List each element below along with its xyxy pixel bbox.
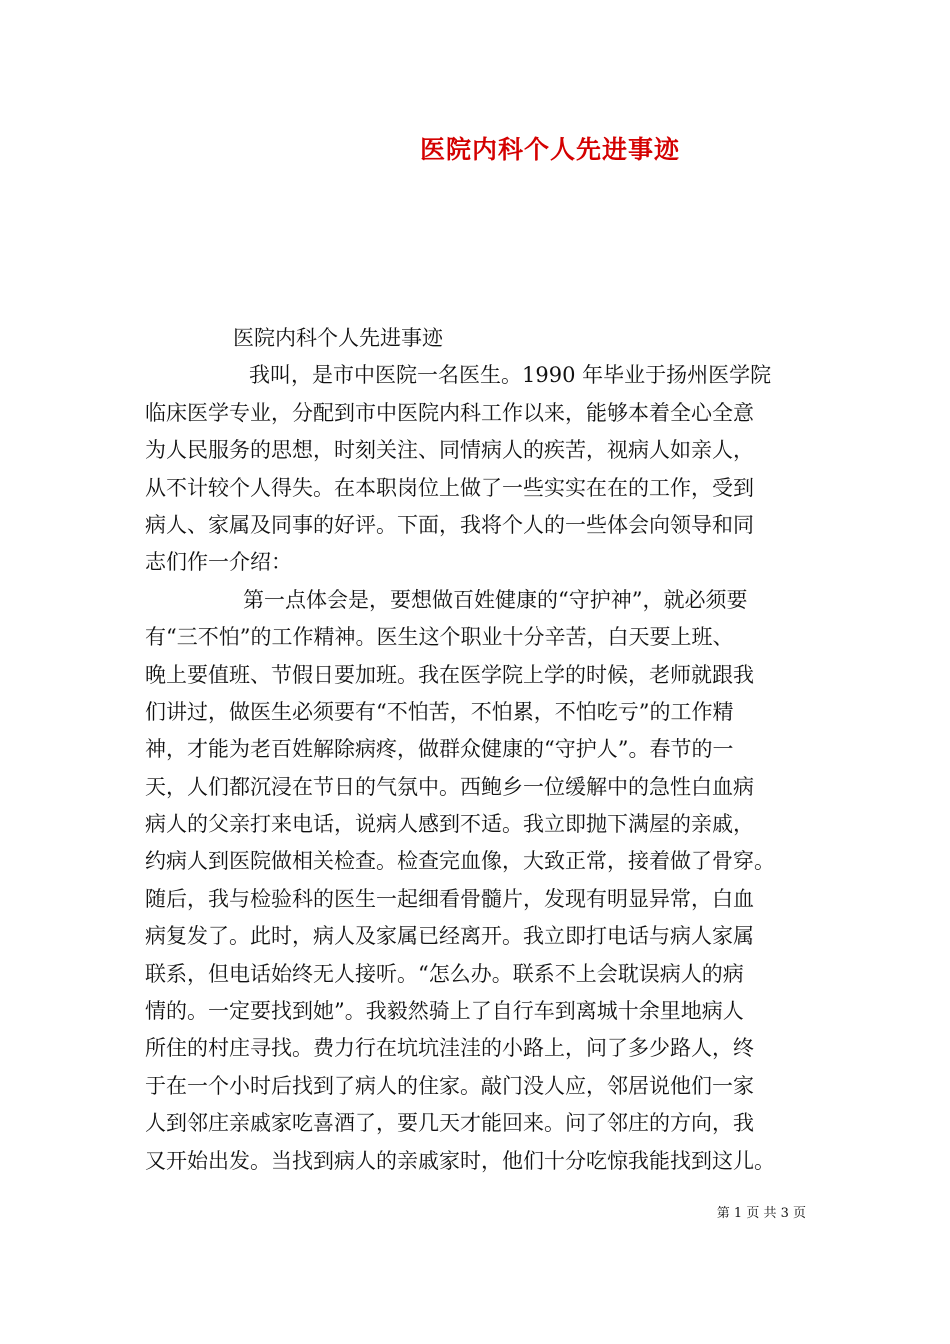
paragraph-line: 为人民服务的思想，时刻关注、同情病人的疾苦，视病人如亲人， [145,438,754,463]
page-number-footer: 第 1 页 共 3 页 [716,1206,806,1221]
paragraph-line: 病人、家属及同事的好评。下面，我将个人的一些体会向领导和同 [145,512,754,537]
document-body [145,320,815,1180]
paragraph-line: 病复发了。此时，病人及家属已经离开。我立即打电话与病人家属 [145,924,754,949]
paragraph-line: 情的。一定要找到她”。我毅然骑上了自行车到离城十余里地病人 [145,999,744,1024]
paragraph-line: 第一点体会是，要想做百姓健康的“守护神”，就必须要 [243,587,748,612]
paragraph-line: 我叫，是市中医院一名医生。1990 年毕业于扬州医学院 [249,363,772,388]
paragraph-line: 于在一个小时后找到了病人的住家。敲门没人应，邻居说他们一家 [145,1073,754,1098]
paragraph-line: 又开始出发。当找到病人的亲戚家时，他们十分吃惊我能找到这儿。 [145,1148,775,1173]
paragraph-line: 晚上要值班、节假日要加班。我在医学院上学的时候，老师就跟我 [145,662,754,687]
paragraph-line: 联系，但电话始终无人接听。“怎么办。联系不上会耽误病人的病 [145,961,744,986]
paragraph-line: 随后，我与检验科的医生一起细看骨髓片，发现有明显异常，白血 [145,886,754,911]
paragraph-line: 约病人到医院做相关检查。检查完血像，大致正常，接着做了骨穿。 [145,849,775,874]
body-subtitle: 医院内科个人先进事迹 [233,326,443,350]
paragraph-line: 从不计较个人得失。在本职岗位上做了一些实实在在的工作，受到 [145,475,754,500]
paragraph-line: 病人的父亲打来电话，说病人感到不适。我立即抛下满屋的亲戚， [145,812,754,837]
page-title: 医院内科个人先进事迹 [419,135,680,164]
paragraph-line: 临床医学专业，分配到市中医院内科工作以来，能够本着全心全意 [145,400,754,425]
paragraph-line: 神，才能为老百姓解除病疼，做群众健康的“守护人”。春节的一 [145,737,734,762]
paragraph-line: 们讲过，做医生必须要有“不怕苦，不怕累，不怕吃亏”的工作精 [145,699,734,724]
paragraph-line: 志们作一介绍： [145,550,292,575]
paragraph-line: 天，人们都沉浸在节日的气氛中。西鲍乡一位缓解中的急性白血病 [145,774,754,799]
paragraph-line: 人到邻庄亲戚家吃喜酒了，要几天才能回来。问了邻庄的方向，我 [145,1111,754,1136]
paragraph-line: 有“三不怕”的工作精神。医生这个职业十分辛苦，白天要上班、 [145,625,734,650]
paragraph-line: 所住的村庄寻找。费力行在坑坑洼洼的小路上，问了多少路人，终 [145,1036,754,1061]
